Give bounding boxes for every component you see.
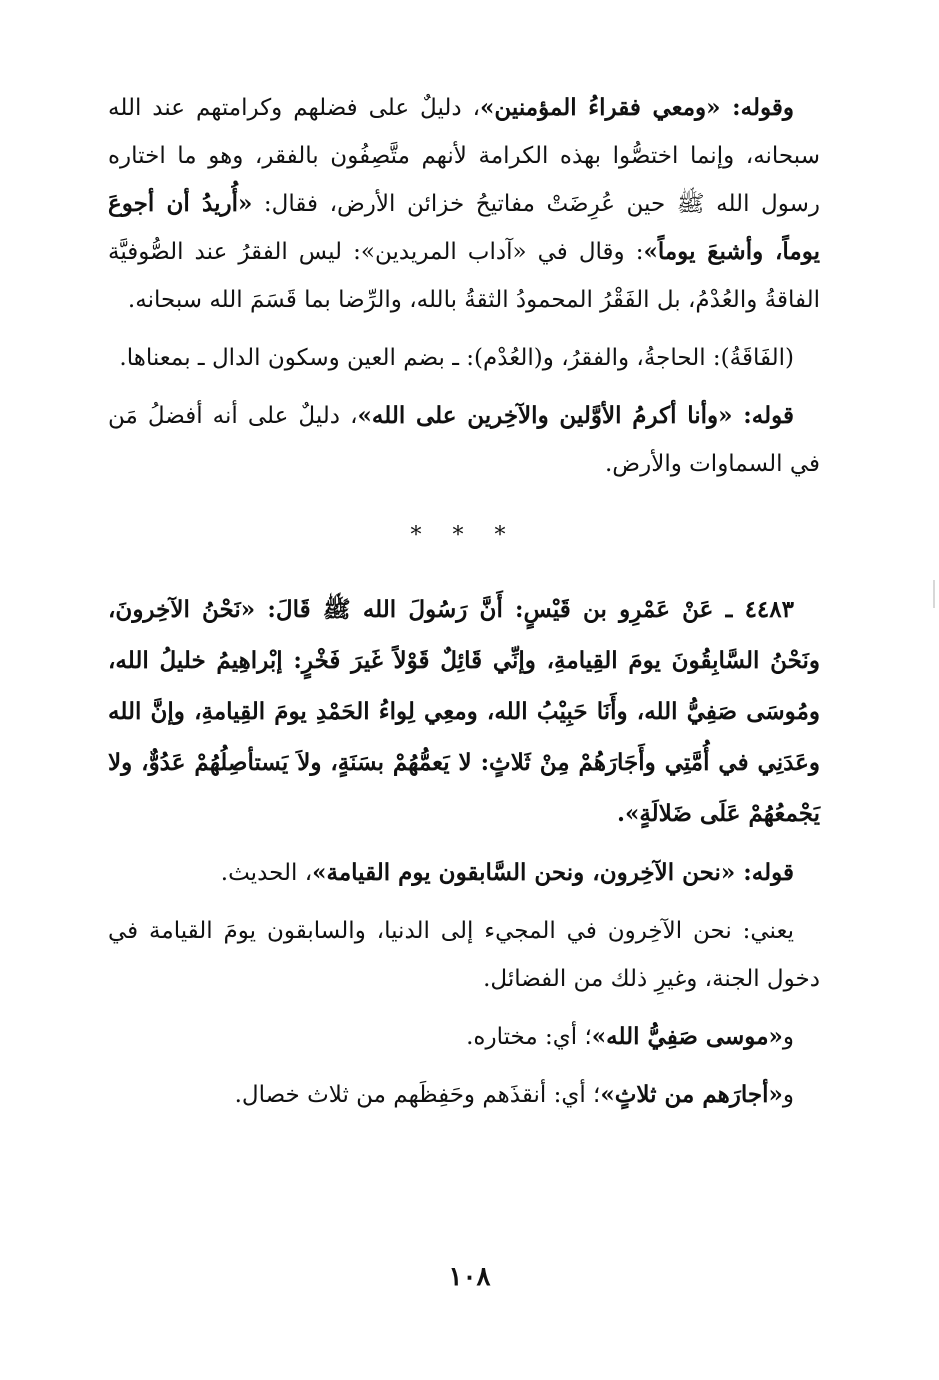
- segment: وقوله:: [720, 94, 794, 121]
- segment: قوله:: [735, 859, 794, 886]
- commentary-line-2: [108, 907, 820, 1003]
- segment: «وأنا أكرمُ الأوَّلين والآخِرين على الله»: [357, 402, 733, 429]
- paragraph-commentary-1: [108, 84, 820, 324]
- paragraph-commentary-2: [108, 334, 820, 382]
- segment: ، دليلٌ على فضلهم وكرامتهم عند الله سبحانه، وإنما اختصُّوا بهذه الكرامة لأنهم متَّصِفُون بالفقر، وهو ما اختاره رسول الله ﷺ حين عُرِضَتْ مفاتيحُ خزائن الأرض، فقال:: [108, 95, 820, 217]
- hadith-number: ٤٤٨٣: [744, 596, 794, 623]
- segment: قوله:: [732, 402, 795, 429]
- segment: و: [782, 1024, 794, 1050]
- margin-mark: [933, 580, 935, 608]
- hadith-text: [108, 584, 820, 839]
- segment: ، دليلٌ على أنه أفضلُ مَن في السماوات والأرض.: [108, 403, 820, 477]
- page-number: ١٠٨: [448, 1262, 491, 1292]
- paragraph-commentary-3: [108, 392, 820, 488]
- segment: و: [782, 1082, 794, 1108]
- segment: «أجارَهم من ثلاثٍ»: [600, 1081, 783, 1108]
- segment: ، الحديث.: [220, 860, 313, 886]
- section-separator: * * *: [410, 523, 518, 548]
- commentary-line-3: [108, 1013, 820, 1061]
- segment: «أُريدُ أن أجوعَ يوماً، وأشبعَ يوماً»: [108, 190, 820, 265]
- segment: (الفَاقَةُ): الحاجةُ، والفقرُ، و(العُدْم): ـ بضم العين وسكون الدال ـ بمعناها.: [119, 345, 794, 371]
- segment: ؛ أي: مختاره.: [466, 1024, 592, 1050]
- segment: «نحن الآخِرون، ونحن السَّابقون يوم القيامة»: [312, 859, 736, 886]
- page-body: [108, 84, 820, 1129]
- hadith-body: ـ عَنْ عَمْرِو بن قَيْسٍ: أَنَّ رَسُولَ الله ﷺ قَالَ: «نَحْنُ الآخِرونَ، ونَحْنُ السَّابِقُونَ يومَ القِيامةِ، وإنِّي قَائِلٌ قَوْلاً غَيرَ فَخْرٍ: إبْراهِيمُ خليلُ الله، ومُوسَى صَفِيُّ الله، وأَنَا حَبِيْبُ الله، ومعِي لِواءُ الحَمْدِ يومَ القِيامةِ، وإنَّ الله وعَدَنِي في أُمَّتِي وأَجَارَهُمْ مِنْ ثَلاثٍ: لا يَعمُّهُمْ بسَنَةٍ، ولاَ يَستأصِلُهُمْ عَدُوٌّ، ولا يَجْمعُهُمْ عَلَى ضَلالَةٍ».: [108, 596, 820, 827]
- segment: : وقال في «آداب المريدين»: ليس الفقرُ عند الصُّوفيَّة الفاقةُ والعُدْمُ، بل الفَقْرُ المحمودُ الثقةُ بالله، والرِّضا بما قَسَمَ الله سبحانه.: [108, 239, 820, 313]
- commentary-line-4: [108, 1071, 820, 1119]
- segment: «موسى صَفِيُّ الله»: [591, 1023, 783, 1050]
- segment: ؛ أي: أنقذَهم وحَفِظَهم من ثلاث خصال.: [234, 1082, 601, 1108]
- segment: «ومعي فقراءُ المؤمنين»: [480, 94, 721, 121]
- commentary-line-1: [108, 849, 820, 897]
- segment: يعني: نحن الآخِرون في المجيء إلى الدنيا، والسابقون يومَ القيامة في دخول الجنة، وغيرِ ذلك من الفضائل.: [108, 918, 820, 992]
